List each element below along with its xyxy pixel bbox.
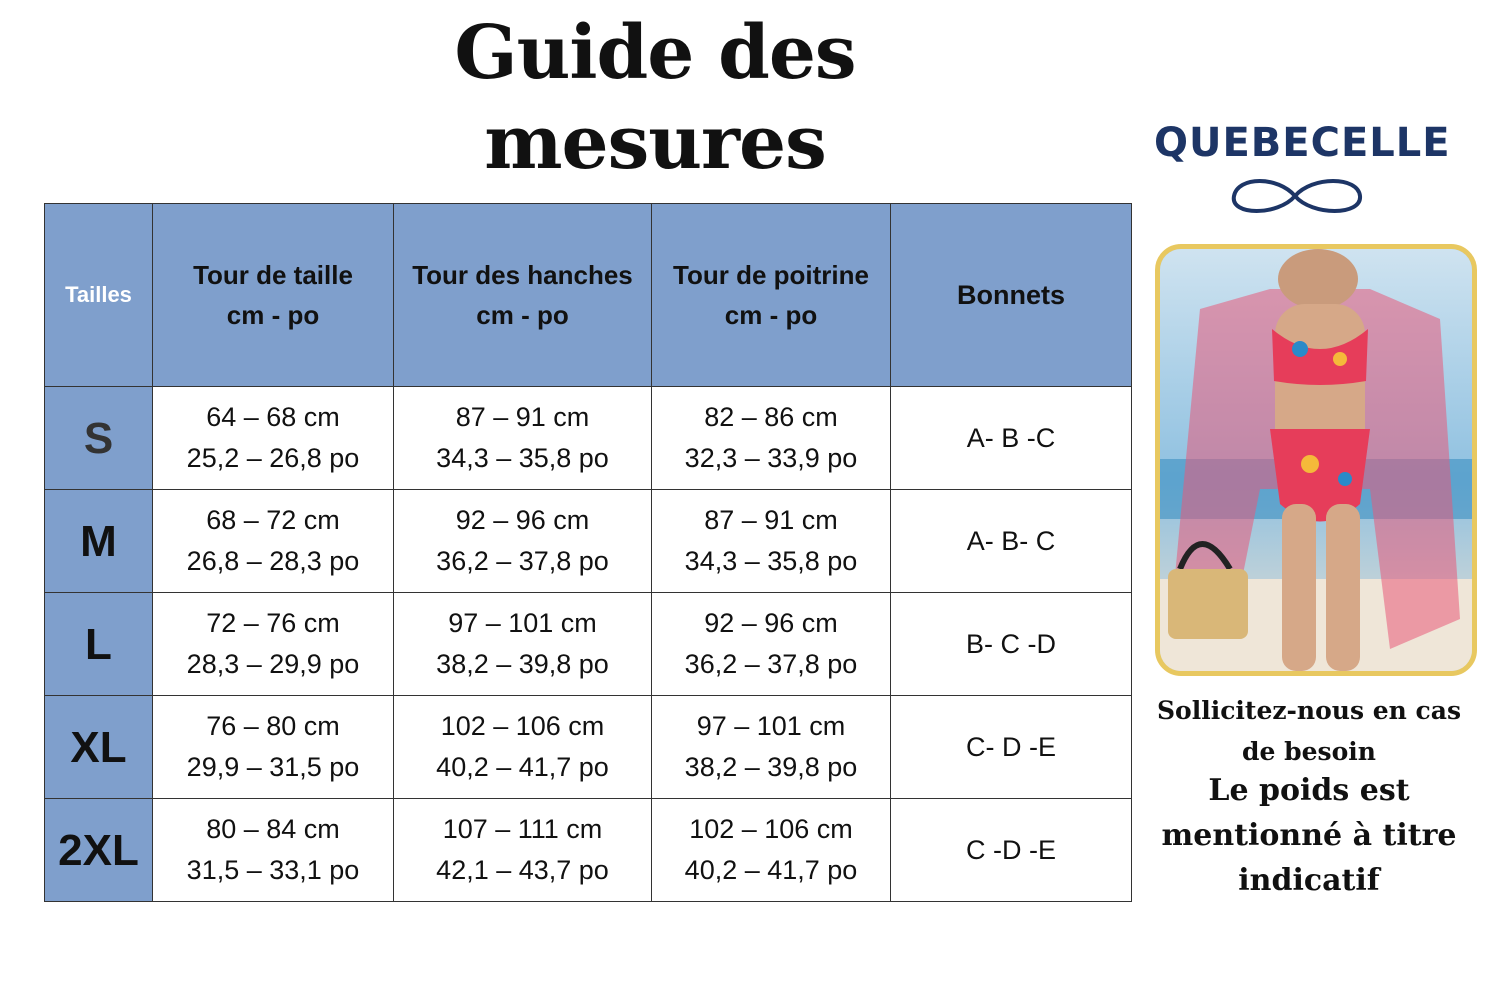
weight-note: Le poids est mentionné à titre indicatif — [1161, 773, 1457, 898]
cm-value: 97 – 101 cm — [448, 608, 597, 638]
cm-value: 82 – 86 cm — [704, 402, 838, 432]
inch-value: 40,2 – 41,7 po — [684, 855, 858, 885]
size-guide-table — [44, 203, 1132, 902]
cm-value: 68 – 72 cm — [206, 505, 340, 535]
size-cell: L — [45, 593, 153, 696]
product-photo — [1155, 244, 1477, 676]
brand-logo — [1150, 118, 1451, 218]
hips-cell — [394, 490, 652, 593]
size-cell: M — [45, 490, 153, 593]
inch-value: 42,1 – 43,7 po — [436, 855, 609, 885]
table-row — [45, 799, 1132, 902]
cm-value: 97 – 101 cm — [696, 711, 846, 741]
cm-value: 72 – 76 cm — [206, 608, 340, 638]
inch-value: 32,3 – 33,9 po — [684, 443, 858, 473]
table-row — [45, 696, 1132, 799]
header-sizes: Tailles — [45, 204, 153, 387]
header-chest-unit: cm - po — [724, 300, 818, 330]
cm-value: 80 – 84 cm — [206, 814, 340, 844]
inch-value: 25,2 – 26,8 po — [186, 443, 360, 473]
waist-cell — [153, 490, 394, 593]
size-cell: 2XL — [45, 799, 153, 902]
inch-value: 29,9 – 31,5 po — [186, 752, 360, 782]
inch-value: 31,5 – 33,1 po — [186, 855, 360, 885]
cups-cell: A- B- C — [891, 490, 1132, 593]
hips-cell — [394, 593, 652, 696]
title-line-2: mesures — [484, 100, 826, 186]
inch-value: 26,8 – 28,3 po — [186, 546, 360, 576]
cups-cell: B- C -D — [891, 593, 1132, 696]
table-row — [45, 593, 1132, 696]
inch-value: 28,3 – 29,9 po — [186, 649, 360, 679]
chest-cell — [652, 696, 891, 799]
waist-cell — [153, 593, 394, 696]
infinity-icon — [1150, 118, 1440, 218]
inch-value: 34,3 – 35,8 po — [436, 443, 609, 473]
header-chest — [652, 204, 891, 387]
hips-cell — [394, 387, 652, 490]
cm-value: 92 – 96 cm — [704, 608, 838, 638]
table-row — [45, 387, 1132, 490]
header-hips — [394, 204, 652, 387]
header-hips-unit: cm - po — [476, 300, 569, 330]
brand-name: QUEBECELLE — [1154, 120, 1451, 166]
cm-value: 102 – 106 cm — [440, 711, 605, 741]
waist-cell — [153, 696, 394, 799]
header-waist-label: Tour de taille — [193, 260, 353, 290]
inch-value: 34,3 – 35,8 po — [684, 546, 858, 576]
cups-cell: C- D -E — [891, 696, 1132, 799]
page-title — [410, 8, 900, 188]
chest-cell — [652, 593, 891, 696]
cm-value: 76 – 80 cm — [206, 711, 340, 741]
hips-cell — [394, 799, 652, 902]
header-waist — [153, 204, 394, 387]
chest-cell — [652, 490, 891, 593]
waist-cell — [153, 387, 394, 490]
size-cell: XL — [45, 696, 153, 799]
header-chest-label: Tour de poitrine — [673, 260, 869, 290]
cm-value: 107 – 111 cm — [442, 814, 603, 844]
chest-cell — [652, 799, 891, 902]
waist-cell — [153, 799, 394, 902]
inch-value: 38,2 – 39,8 po — [436, 649, 609, 679]
size-cell: S — [45, 387, 153, 490]
contact-note: Sollicitez-nous en cas de besoin — [1156, 696, 1462, 766]
header-waist-unit: cm - po — [226, 300, 320, 330]
inch-value: 40,2 – 41,7 po — [436, 752, 609, 782]
inch-value: 36,2 – 37,8 po — [684, 649, 858, 679]
hips-cell — [394, 696, 652, 799]
header-hips-label: Tour des hanches — [412, 260, 633, 290]
cm-value: 87 – 91 cm — [455, 402, 590, 432]
cups-cell: A- B -C — [891, 387, 1132, 490]
title-line-1: Guide des — [454, 10, 856, 96]
cm-value: 64 – 68 cm — [206, 402, 340, 432]
table-row — [45, 490, 1132, 593]
header-cups: Bonnets — [891, 204, 1132, 387]
inch-value: 36,2 – 37,8 po — [436, 546, 609, 576]
inch-value: 38,2 – 39,8 po — [684, 752, 858, 782]
table-header-row — [45, 204, 1132, 387]
cm-value: 87 – 91 cm — [704, 505, 838, 535]
cups-cell: C -D -E — [891, 799, 1132, 902]
chest-cell — [652, 387, 891, 490]
cm-value: 102 – 106 cm — [689, 814, 853, 844]
cm-value: 92 – 96 cm — [455, 505, 590, 535]
